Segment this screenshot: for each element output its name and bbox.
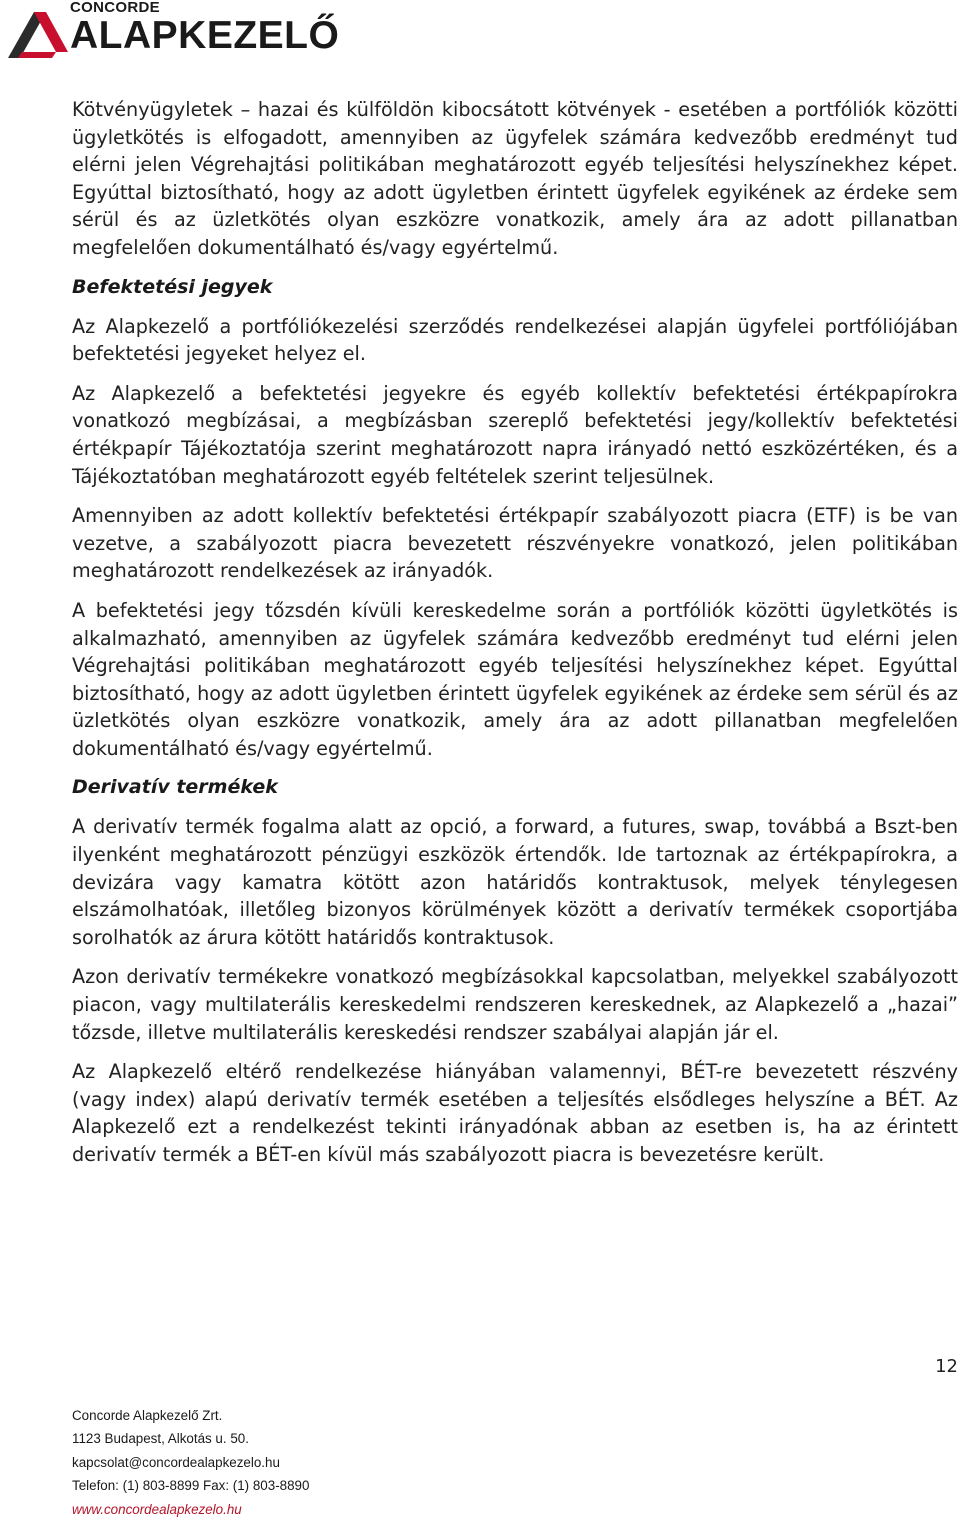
footer-phone: Telefon: (1) 803-8899 Fax: (1) 803-8890	[72, 1478, 310, 1494]
paragraph: Amennyiben az adott kollektív befektetési értékpapír szabályozott piacra (ETF) is be van vezetve, a szabályozott piacra bevezetett részvényekre vonatkozó, jelen politikában meghatározott rendelkezések az irányadók.	[72, 504, 958, 583]
paragraph: A befektetési jegy tőzsdén kívüli kereskedelme során a portfóliók közötti ügyletkötés is alkalmazható, amennyiben az ügyfelek számára kedvezőbb eredményt tud elérni jelen Végrehajtási politikában meghatározott egyéb teljesítési helyszínekhez képet. Egyúttal biztosítható, hogy az adott ügyletben érintett ügyfelek egyikének az érdeke sem sérül és az üzletkötés olyan eszközre vonatkozik, amely ára az adott pillanatban megfelelően dokumentálható és/vagy egyértelmű.	[72, 598, 958, 760]
section-heading: Derivatív termékek	[72, 776, 278, 799]
paragraph: Az Alapkezelő eltérő rendelkezése hiányában valamennyi, BÉT-re bevezetett részvény (vagy index) alapú derivatív termék esetében a teljesítés elsődleges helyszíne a BÉT. Az Alapkezelő ezt a rendelkezést tekinti irányadónak abban az esetben is, ha az érintett derivatív termék a BÉT-en kívül más szabályozott piacra is bevezetésre került.	[72, 1060, 958, 1166]
paragraph: Az Alapkezelő a portfóliókezelési szerződés rendelkezései alapján ügyfelei portfóliójában befektetési jegyeket helyez el.	[72, 314, 958, 366]
logo-small-text: CONCORDE	[70, 0, 160, 16]
footer-website-link[interactable]: www.concordealapkezelo.hu	[72, 1501, 242, 1517]
section-heading: Befektetési jegyek	[72, 275, 273, 298]
page-number: 12	[935, 1356, 958, 1377]
paragraph: Azon derivatív termékekre vonatkozó megbízásokkal kapcsolatban, melyekkel szabályozott piacon, vagy multilaterális kereskedelmi rendszeren kereskednek, az Alapkezelő a „hazai” tőzsde, illetve multilaterális kereskedési rendszer szabályai alapján jár el.	[72, 965, 958, 1044]
footer	[72, 1404, 309, 1521]
paragraph: A derivatív termék fogalma alatt az opció, a forward, a futures, swap, továbbá a Bszt-ben ilyenként meghatározott pénzügyi eszközök értendők. Ide tartoznak az értékpapírokra, a devizára vagy kamatra kötött azon határidős kontraktusok, melyek ténylegesen elszámolhatóak, illetőleg bizonyos körülmények között a derivatív termékek csoportjába sorolhatók az árura kötött határidős kontraktusok.	[72, 815, 958, 949]
footer-address: 1123 Budapest, Alkotás u. 50.	[72, 1431, 249, 1447]
paragraph: Kötvényügyletek – hazai és külföldön kibocsátott kötvények - esetében a portfóliók közötti ügyletkötés is elfogadott, amennyiben az ügyfelek számára kedvezőbb eredményt tud elérni jelen Végrehajtási politikában meghatározott egyéb teljesítési helyszínekhez képet. Egyúttal biztosítható, hogy az adott ügyletben érintett ügyfelek egyikének az érdeke sem sérül és az üzletkötés olyan eszközre vonatkozik, amely ára az adott pillanatban megfelelően dokumentálható és/vagy egyértelmű.	[72, 98, 958, 259]
logo-big-text: ALAPKEZELŐ	[70, 14, 340, 57]
paragraph: Az Alapkezelő a befektetési jegyekre és egyéb kollektív befektetési értékpapírokra vonatkozó megbízásai, a megbízásban szereplő befektetési jegy/kollektív befektetési értékpapír Tájékoztatója szerint meghatározott napra irányadó nettó eszközértéken, és a Tájékoztatóban meghatározott egyéb feltételek szerint teljesülnek.	[72, 381, 958, 488]
footer-email[interactable]: kapcsolat@concordealapkezelo.hu	[72, 1454, 280, 1470]
logo-triangle-icon	[8, 12, 68, 58]
document-body	[72, 96, 958, 1181]
company-logo	[8, 0, 408, 62]
footer-company: Concorde Alapkezelő Zrt.	[72, 1408, 223, 1423]
